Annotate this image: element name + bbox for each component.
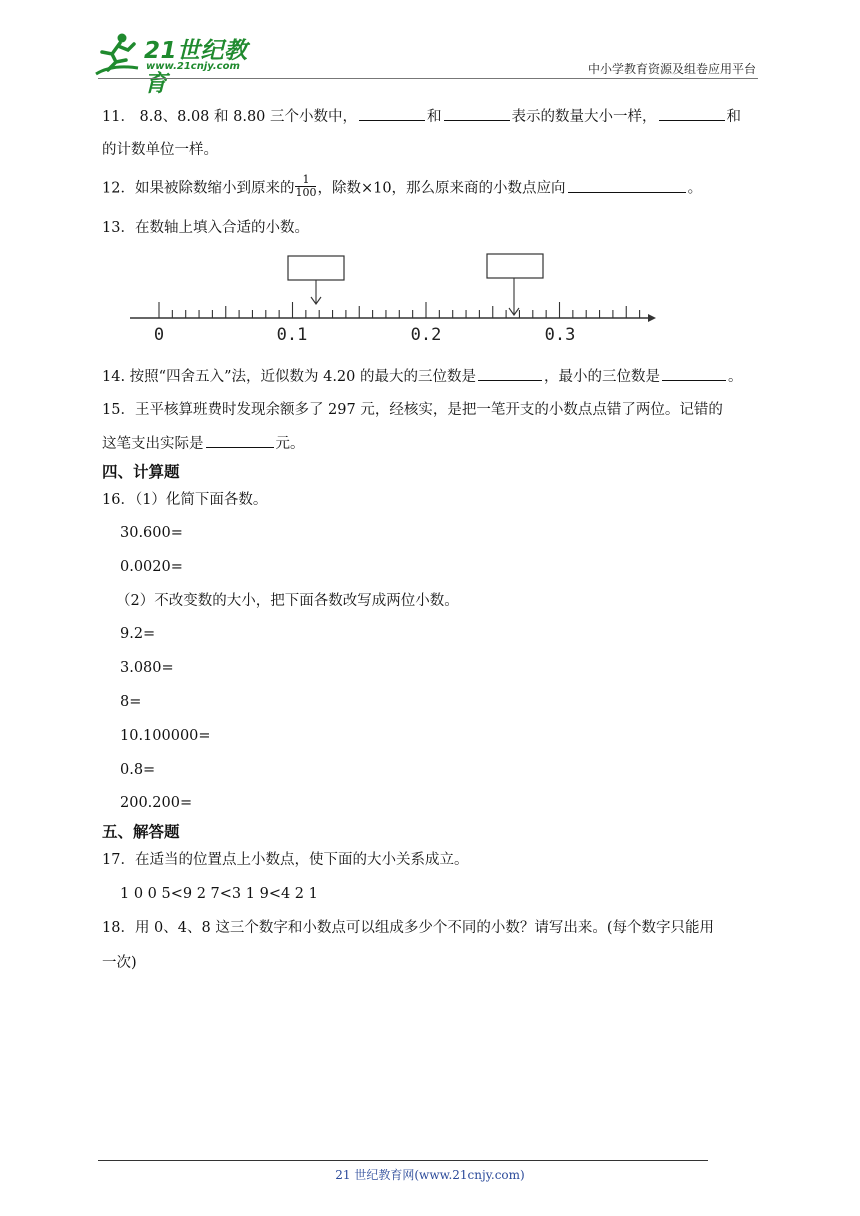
- logo-text: 21世纪教育: [144, 38, 248, 97]
- answer-blank[interactable]: [659, 106, 725, 121]
- fraction: [295, 174, 316, 199]
- q15-text-b: 元。: [275, 436, 305, 452]
- tick-label-0-3: 0.3: [544, 325, 576, 345]
- q11-text-d: 和: [726, 109, 742, 125]
- page-header: [0, 0, 860, 97]
- answer-blank[interactable]: [206, 433, 274, 448]
- q16-item: 0.8=: [120, 762, 156, 778]
- question-15-line2: [102, 433, 305, 454]
- q12-text-c: 。: [687, 180, 703, 197]
- q16-item: 10.100000=: [120, 728, 211, 744]
- q16-part2-title: （2）不改变数的大小，把下面各数改写成两位小数。: [116, 593, 459, 609]
- tick-label-0-1: 0.1: [276, 325, 308, 345]
- platform-title: 中小学教育资源及组卷应用平台: [587, 62, 756, 76]
- question-12: [102, 173, 703, 201]
- answer-blank[interactable]: [662, 366, 726, 381]
- question-18-line1: 18．用 0、4、8 这三个数字和小数点可以组成多少个不同的小数？请写出来。(每个数字只能用: [102, 920, 714, 936]
- question-13: 13．在数轴上填入合适的小数。: [102, 220, 309, 236]
- header-divider: [98, 78, 758, 79]
- q11-text-b: 和: [427, 109, 442, 125]
- q16-item: 200.200=: [120, 795, 193, 811]
- logo: [92, 30, 262, 97]
- q14-text-c: 。: [728, 369, 743, 385]
- q15-text-a: 这笔支出实际是: [102, 436, 204, 452]
- tick-label-0: 0: [153, 325, 165, 345]
- tick-label-0-2: 0.2: [410, 325, 442, 345]
- q12-text-a: 12．如果被除数缩小到原来的: [102, 180, 295, 197]
- answer-box-2: [487, 254, 543, 278]
- q16-item: 30.600=: [120, 525, 183, 541]
- q16-item: 8=: [120, 694, 142, 710]
- question-11-line1: [102, 106, 741, 127]
- fraction-denominator: 100: [295, 186, 317, 199]
- answer-blank[interactable]: [359, 106, 425, 121]
- q12-text-b: ，除数×10，那么原来商的小数点应向: [317, 180, 566, 197]
- answer-blank[interactable]: [444, 106, 510, 121]
- question-16-title: 16．（1）化简下面各数。: [102, 492, 268, 508]
- footer-divider: [98, 1160, 708, 1161]
- question-15-line1: 15．王平核算班费时发现余额多了 297 元，经核实，是把一笔开支的小数点点错了两位。记错的: [102, 402, 723, 418]
- q16-item: 0.0020=: [120, 559, 183, 575]
- logo-subtext: www.21cnjy.com: [146, 61, 240, 72]
- question-14: [102, 366, 743, 387]
- question-18-line2: 一次): [102, 955, 137, 971]
- number-line-arrowhead: [648, 314, 656, 322]
- q11-text-c: 表示的数量大小一样，: [511, 109, 657, 125]
- runner-logo-icon: [92, 30, 144, 78]
- q14-text-b: ，最小的三位数是: [544, 369, 660, 385]
- section-heading-5: 五、解答题: [102, 823, 180, 841]
- q16-item: 9.2=: [120, 626, 156, 642]
- footer-text: 21 世纪教育网(www.21cnjy.com): [335, 1168, 525, 1182]
- question-17-title: 17．在适当的位置点上小数点，使下面的大小关系成立。: [102, 852, 469, 868]
- q17-expression: 1 0 0 5<9 2 7<3 1 9<4 2 1: [120, 886, 318, 902]
- number-line-ticks: [159, 302, 640, 318]
- section-heading-4: 四、计算题: [102, 463, 180, 481]
- number-line: [128, 250, 658, 345]
- q14-text-a: 14. 按照“四舍五入”法，近似数为 4.20 的最大的三位数是: [102, 369, 476, 385]
- q11-text-a: 11． 8.8、8.08 和 8.80 三个小数中，: [102, 109, 358, 125]
- question-11-line2: 的计数单位一样。: [102, 142, 218, 158]
- answer-blank[interactable]: [478, 366, 542, 381]
- q16-item: 3.080=: [120, 660, 174, 676]
- answer-box-1: [288, 256, 344, 280]
- answer-blank[interactable]: [568, 178, 686, 193]
- fraction-numerator: 1: [295, 174, 316, 187]
